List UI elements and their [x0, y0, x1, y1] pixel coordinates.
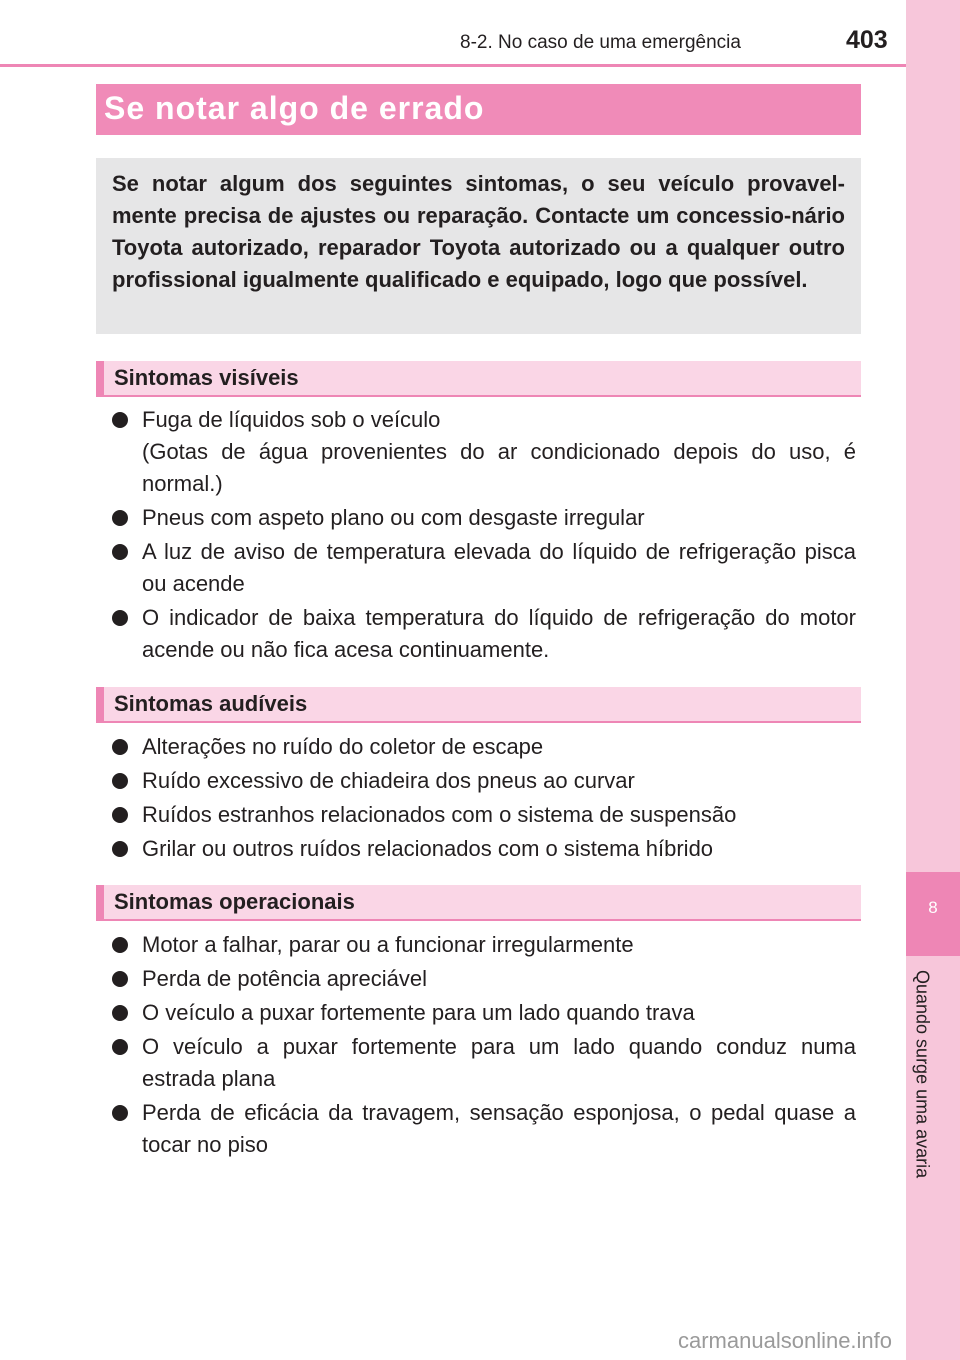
list-item: O veículo a puxar fortemente para um lado quando conduz numa estrada plana	[96, 1031, 856, 1095]
visible-symptoms-list	[96, 404, 856, 668]
bullet-icon	[112, 841, 128, 857]
header-divider	[0, 64, 906, 67]
list-item: A luz de aviso de temperatura elevada do líquido de refrigeração pisca ou acende	[96, 536, 856, 600]
list-item: Pneus com aspeto plano ou com desgaste irregular	[96, 502, 856, 534]
list-item: Ruído excessivo de chiadeira dos pneus ao curvar	[96, 765, 856, 797]
audible-symptoms-list	[96, 731, 856, 867]
list-item: Ruídos estranhos relacionados com o sistema de suspensão	[96, 799, 856, 831]
bullet-icon	[112, 610, 128, 626]
footer-watermark: carmanualsonline.info	[678, 1328, 893, 1353]
intro-box	[96, 158, 861, 334]
list-item: Perda de eficácia da travagem, sensação esponjosa, o pedal quase a tocar no piso	[96, 1097, 856, 1161]
title-banner	[96, 84, 861, 135]
section-header-operational	[96, 885, 861, 921]
bullet-icon	[112, 544, 128, 560]
page-title: Se notar algo de errado	[104, 90, 485, 126]
bullet-icon	[112, 1039, 128, 1055]
section-header-audible	[96, 687, 861, 723]
section-breadcrumb: 8-2. No caso de uma emergência	[460, 32, 741, 53]
bullet-icon	[112, 412, 128, 428]
bullet-icon	[112, 807, 128, 823]
list-item: O indicador de baixa temperatura do líquido de refrigeração do motor acende ou não fica acesa continuamente.	[96, 602, 856, 666]
chapter-number: 8	[928, 898, 938, 917]
list-item: Fuga de líquidos sob o veículo	[96, 404, 856, 436]
bullet-icon	[112, 1005, 128, 1021]
list-item: Grilar ou outros ruídos relacionados com o sistema híbrido	[96, 833, 856, 865]
page-number: 403	[846, 26, 888, 54]
bullet-icon	[112, 1105, 128, 1121]
section-heading: Sintomas visíveis	[114, 365, 299, 390]
chapter-title: Quando surge uma avaria	[912, 970, 933, 1179]
bullet-icon	[112, 510, 128, 526]
bullet-icon	[112, 937, 128, 953]
bullet-icon	[112, 773, 128, 789]
list-item-note: (Gotas de água provenientes do ar condicionado depois do uso, é normal.)	[142, 439, 856, 496]
section-header-visible	[96, 361, 861, 397]
bullet-icon	[112, 739, 128, 755]
operational-symptoms-list	[96, 929, 856, 1163]
list-item: Perda de potência apreciável	[96, 963, 856, 995]
list-item: Alterações no ruído do coletor de escape	[96, 731, 856, 763]
bullet-icon	[112, 971, 128, 987]
section-heading: Sintomas operacionais	[114, 889, 355, 914]
section-heading: Sintomas audíveis	[114, 691, 308, 716]
list-item: Motor a falhar, parar ou a funcionar irregularmente	[96, 929, 856, 961]
chapter-side-tab	[906, 0, 960, 1360]
intro-text: Se notar algum dos seguintes sintomas, o seu veículo provavel-mente precisa de ajustes ou reparação. Contacte um concessio-nário Toyota autorizado, reparador Toyota autorizado ou a qualquer outro profissional igualmente qualificado e equipado, logo que possível.	[112, 171, 845, 292]
list-item: O veículo a puxar fortemente para um lado quando trava	[96, 997, 856, 1029]
